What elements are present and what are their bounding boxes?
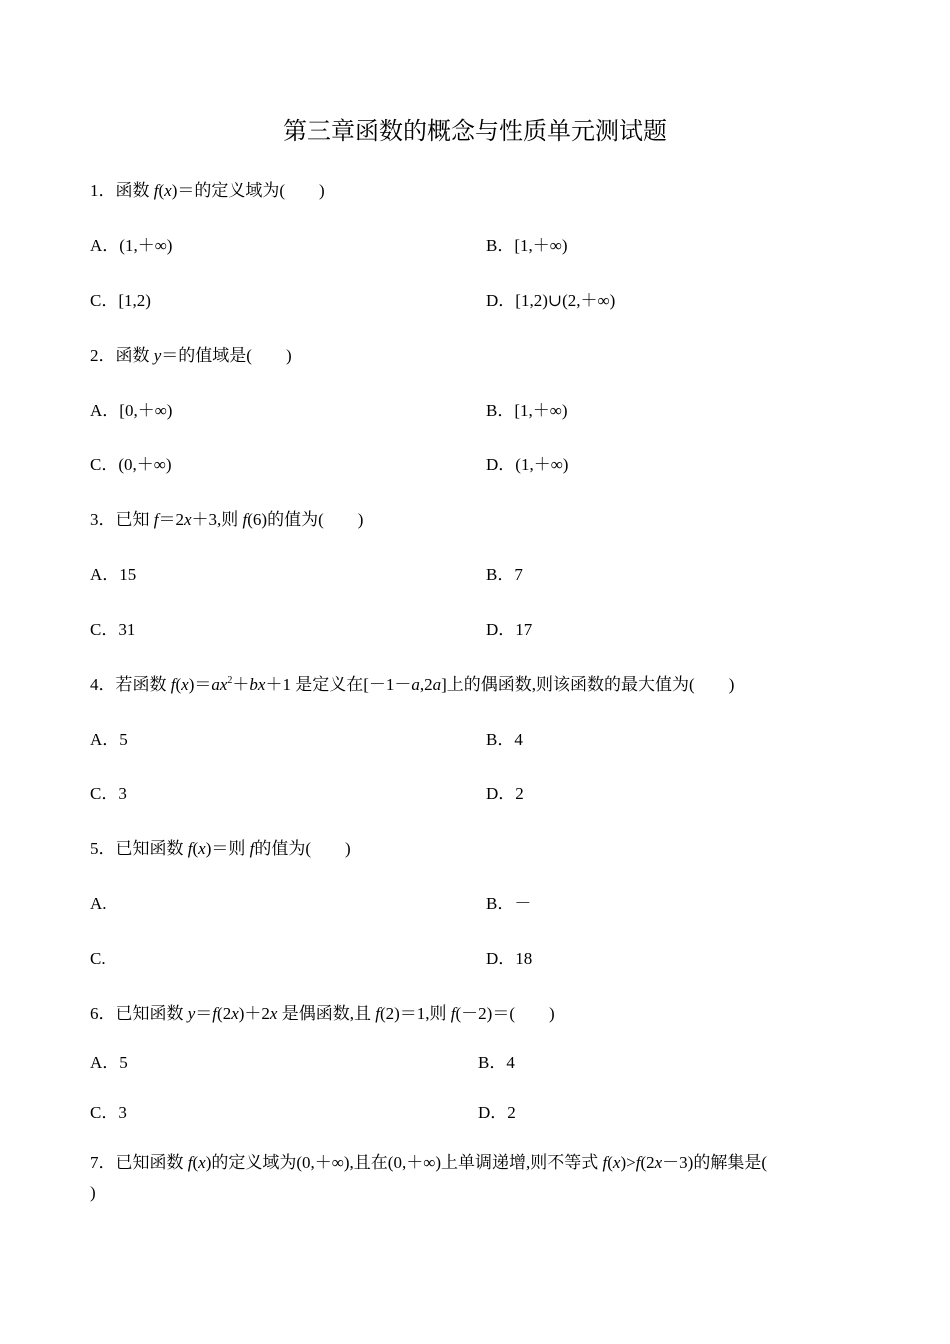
q1-option-b[interactable]: B．[1,＋∞) <box>486 236 568 255</box>
question-2 <box>90 345 292 367</box>
text: 已知函数 <box>115 839 188 858</box>
q2-option-d[interactable]: D．(1,＋∞) <box>486 455 569 474</box>
text: ( <box>175 675 182 694</box>
q1-option-a[interactable]: A．(1,＋∞) <box>90 236 173 255</box>
text: 已知函数 <box>115 1153 188 1172</box>
q3-option-b[interactable]: B．7 <box>486 565 523 584</box>
text: (－2)＝( <box>455 1004 515 1023</box>
text: ,2 <box>419 675 433 694</box>
question-6 <box>90 1003 555 1025</box>
text: ＋3,则 <box>191 510 243 529</box>
math-var: f <box>187 839 193 858</box>
question-5 <box>90 838 351 860</box>
q6-option-d[interactable]: D．2 <box>478 1103 516 1122</box>
text: (2 <box>217 1004 232 1023</box>
q6-option-c[interactable]: C．3 <box>90 1103 127 1122</box>
math-var: x <box>198 1153 206 1172</box>
question-number: 5． <box>90 839 116 858</box>
math-var: f <box>153 181 159 200</box>
math-var: x <box>164 181 172 200</box>
text: ( <box>158 181 165 200</box>
q1-option-d[interactable]: D．[1,2)∪(2,＋∞) <box>486 291 616 310</box>
question-1 <box>90 180 325 202</box>
math-var: f <box>249 839 255 858</box>
text: (6)的值为( <box>247 510 324 529</box>
text: )＝则 <box>205 839 250 858</box>
text: ( <box>607 1153 613 1172</box>
q2-option-a[interactable]: A．[0,＋∞) <box>90 401 173 420</box>
q3-option-d[interactable]: D．17 <box>486 620 533 639</box>
text: 已知函数 <box>115 1004 188 1023</box>
math-var: f <box>242 510 248 529</box>
question-3 <box>90 509 363 531</box>
text: ＝2 <box>158 510 184 529</box>
text: )＝ <box>188 675 212 694</box>
text: ＝ <box>195 1004 213 1023</box>
question-number: 3． <box>90 510 116 529</box>
q3-option-a[interactable]: A．15 <box>90 565 137 584</box>
question-7 <box>90 1152 767 1174</box>
text: 是偶函数,且 <box>277 1004 376 1023</box>
page-title: 第三章函数的概念与性质单元测试题 <box>283 119 667 145</box>
text: 函数 <box>115 346 154 365</box>
math-var: f <box>375 1004 380 1023</box>
math-var: f <box>450 1004 456 1023</box>
text: ＋ <box>232 675 250 694</box>
text: ) <box>90 1183 96 1202</box>
question-4 <box>90 674 734 696</box>
math-var: f <box>635 1153 641 1172</box>
text: ) <box>728 675 735 694</box>
text: ( <box>192 839 199 858</box>
math-var: f <box>170 675 176 694</box>
math-var: a <box>432 675 442 694</box>
math-var: f <box>602 1153 608 1172</box>
text: ) <box>357 510 364 529</box>
q5-option-d[interactable]: D．18 <box>486 949 533 968</box>
q5-option-a[interactable]: A. <box>90 894 107 913</box>
q4-option-c[interactable]: C．3 <box>90 784 127 803</box>
text: )＝的定义域为( <box>171 181 286 200</box>
text: 若函数 <box>115 675 171 694</box>
math-var: x <box>183 510 192 529</box>
text: )> <box>620 1153 636 1172</box>
q4-option-d[interactable]: D．2 <box>486 784 524 803</box>
q1-option-c[interactable]: C．[1,2) <box>90 291 151 310</box>
question-number: 7． <box>90 1153 116 1172</box>
exponent: 2 <box>227 675 233 686</box>
q4-option-a[interactable]: A．5 <box>90 730 128 749</box>
math-var: ax <box>211 675 228 694</box>
q3-option-c[interactable]: C．31 <box>90 620 136 639</box>
text: (2)＝1,则 <box>379 1004 451 1023</box>
math-var: f <box>212 1004 218 1023</box>
text: ( <box>192 1153 199 1172</box>
text: )的定义域为(0,＋∞),且在(0,＋∞)上单调递增,则不等式 <box>205 1153 603 1172</box>
math-var: x <box>198 839 206 858</box>
math-var: bx <box>249 675 266 694</box>
text: (2 <box>640 1153 655 1172</box>
question-number: 1． <box>90 181 116 200</box>
text: －3)的解集是( <box>662 1153 767 1172</box>
text: 已知 <box>115 510 154 529</box>
q4-option-b[interactable]: B．4 <box>486 730 523 749</box>
text: ) <box>285 346 292 365</box>
math-var: x <box>269 1004 278 1023</box>
math-var: x <box>231 1004 239 1023</box>
math-var: y <box>153 346 162 365</box>
math-var: x <box>612 1153 621 1172</box>
q5-option-b[interactable]: B．－ <box>486 894 532 913</box>
text: ]上的偶函数,则该函数的最大值为( <box>441 675 695 694</box>
text: 函数 <box>115 181 154 200</box>
math-var: x <box>654 1153 663 1172</box>
math-var: a <box>411 675 420 694</box>
q6-option-a[interactable]: A．5 <box>90 1053 128 1072</box>
question-7-continuation <box>90 1182 96 1204</box>
question-number: 6． <box>90 1004 116 1023</box>
q6-option-b[interactable]: B．4 <box>478 1053 515 1072</box>
q5-option-c[interactable]: C. <box>90 949 106 968</box>
q2-option-b[interactable]: B．[1,＋∞) <box>486 401 568 420</box>
math-var: f <box>187 1153 193 1172</box>
text: ＝的值域是( <box>161 346 252 365</box>
math-var: x <box>181 675 189 694</box>
math-var: f <box>153 510 159 529</box>
text: ) <box>549 1004 555 1023</box>
q2-option-c[interactable]: C．(0,＋∞) <box>90 455 172 474</box>
text: ) <box>345 839 351 858</box>
math-var: y <box>187 1004 196 1023</box>
question-number: 4． <box>90 675 116 694</box>
text: 的值为( <box>254 839 312 858</box>
text: ＋1 是定义在[－1－ <box>265 675 412 694</box>
text: )＋2 <box>238 1004 270 1023</box>
question-number: 2． <box>90 346 116 365</box>
text: ) <box>319 181 325 200</box>
